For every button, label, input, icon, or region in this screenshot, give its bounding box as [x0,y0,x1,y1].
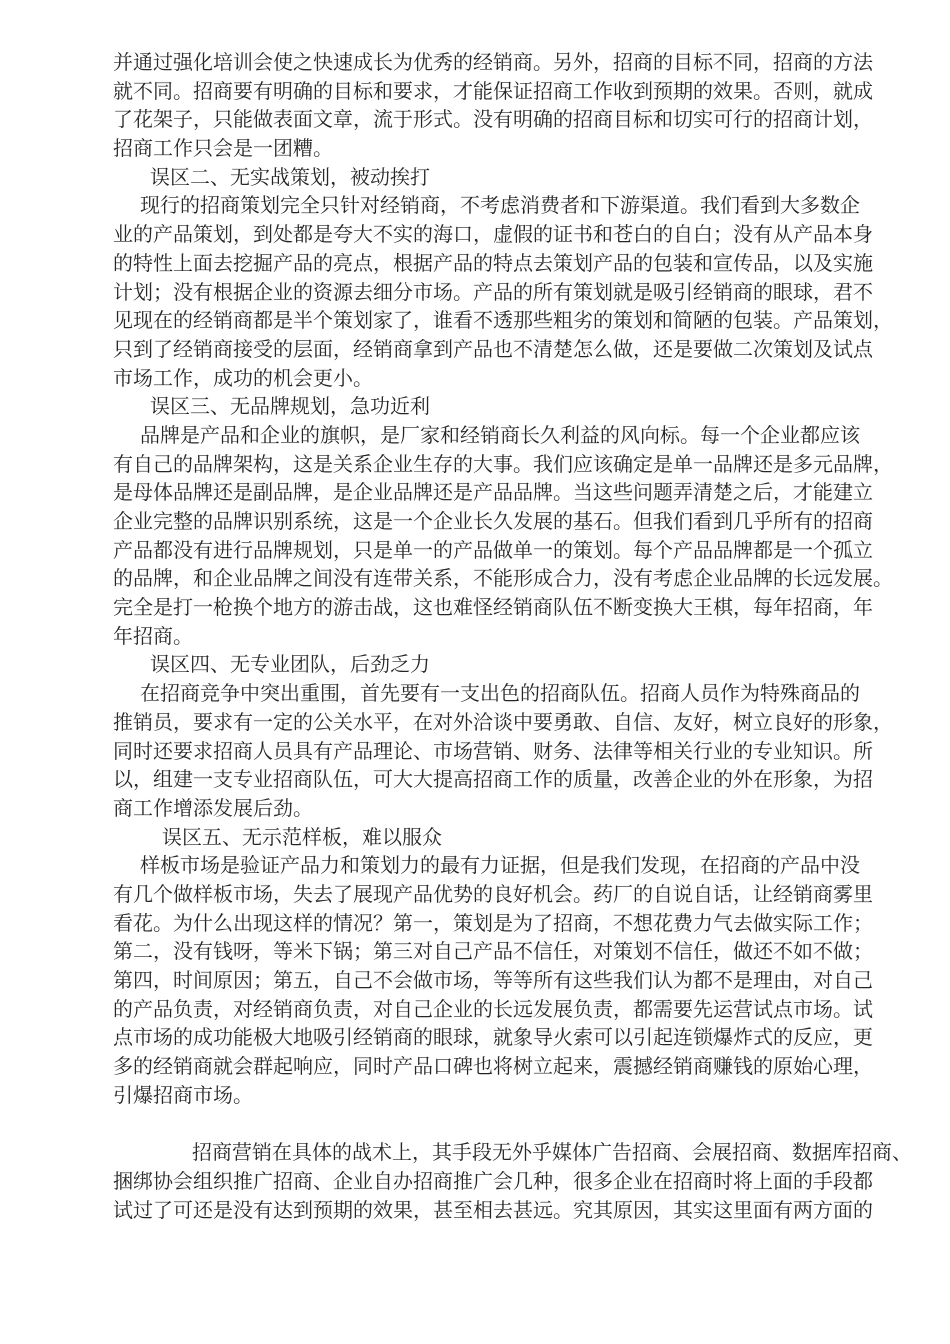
paragraph [113,422,893,652]
text-line: 企业完整的品牌识别系统，这是一个企业长久发展的基石。但我们看到几乎所有的招商 [113,511,873,533]
section-heading [113,824,875,853]
text-line: 的品牌，和企业品牌之间没有连带关系，不能形成合力，没有考虑企业品牌的长远发展。 [113,568,893,591]
text-line: 现行的招商策划完全只针对经销商，不考虑消费者和下游渠道。我们看到大多数企 [140,195,860,218]
text-line: 并通过强化培训会使之快速成长为优秀的经销商。另外，招商的目标不同，招商的方法 [113,52,873,74]
text-line: 是母体品牌还是副品牌，是企业品牌还是产品品牌。当这些问题弄清楚之后，才能建立 [113,482,873,505]
text-line: 的特性上面去挖掘产品的亮点，根据产品的特点去策划产品的包装和宣传品，以及实施 [113,252,873,275]
text-line: 在招商竞争中突出重围，首先要有一支出色的招商队伍。招商人员作为特殊商品的 [140,683,860,706]
text-line: 引爆招商市场。 [113,1084,253,1107]
heading-line: 误区三、无品牌规划，急功近利 [150,396,430,419]
text-line: 推销员，要求有一定的公关水平，在对外洽谈中要勇敢、自信、友好，树立良好的形象， [113,711,893,734]
text-line: 只到了经销商接受的层面，经销商拿到产品也不清楚怎么做，还是要做二次策划及试点 [113,338,873,361]
paragraph [113,1139,912,1225]
heading-line: 误区二、无实战策划，被动挨打 [150,166,430,189]
section-heading [113,651,875,680]
text-line: 的产品负责，对经销商负责，对自己企业的长远发展负责，都需要先运营试点市场。试 [113,998,873,1021]
text-line: 招商营销在具体的战术上，其手段无外乎媒体广告招商、会展招商、数据库招商、 [192,1142,912,1165]
text-line: 试过了可还是没有达到预期的效果，甚至相去甚远。究其原因，其实这里面有两方面的 [113,1199,873,1222]
text-line: 捆绑协会组织推广招商、企业自办招商推广会几种，很多企业在招商时将上面的手段都 [113,1170,873,1193]
section-heading [113,164,875,193]
text-line: 看花。为什么出现这样的情况？第一，策划是为了招商，不想花费力气去做实际工作； [113,912,873,935]
text-line: 产品都没有进行品牌规划，只是单一的产品做单一的策划。每个产品品牌都是一个孤立 [113,539,873,562]
heading-line: 误区五、无示范样板，难以服众 [162,826,442,849]
text-line: 市场工作，成功的机会更小。 [113,367,373,390]
text-line: 以，组建一支专业招商队伍，可大大提高招商工作的质量，改善企业的外在形象，为招 [113,769,873,792]
text-line: 品牌是产品和企业的旗帜，是厂家和经销商长久利益的风向标。每一个企业都应该 [140,424,860,447]
text-line: 招商工作只会是一团糟。 [113,138,333,161]
text-line: 有几个做样板市场，失去了展现产品优势的良好机会。药厂的自说自话，让经销商雾里 [113,883,873,906]
document-text-block [113,49,912,1225]
text-line: 样板市场是验证产品力和策划力的最有力证据，但是我们发现，在招商的产品中没 [140,855,860,878]
text-line: 多的经销商就会群起响应，同时产品口碑也将树立起来，震撼经销商赚钱的原始心理， [113,1056,873,1079]
text-line: 见现在的经销商都是半个策划家了，谁看不透那些粗劣的策划和简陋的包装。产品策划， [113,310,893,333]
text-line: 同时还要求招商人员具有产品理论、市场营销、财务、法律等相关行业的专业知识。所 [113,740,873,763]
text-line: 完全是打一枪换个地方的游击战，这也难怪经销商队伍不断变换大王棋，每年招商，年 [113,597,873,620]
text-line: 计划；没有根据企业的资源去细分市场。产品的所有策划就是吸引经销商的眼球，君不 [113,281,873,304]
text-line: 就不同。招商要有明确的目标和要求，才能保证招商工作收到预期的效果。否则，就成 [113,80,873,103]
text-line: 第四，时间原因；第五，自己不会做市场，等等所有这些我们认为都不是理由，对自己 [113,970,873,992]
paragraph [113,680,893,823]
text-line: 第二，没有钱呀，等米下锅；第三对自己产品不信任，对策划不信任，做还不如不做； [113,941,873,964]
text-line: 点市场的成功能极大地吸引经销商的眼球，就象导火索可以引起连锁爆炸式的反应，更 [113,1027,873,1050]
heading-line: 误区四、无专业团队，后劲乏力 [150,654,430,677]
paragraph [113,192,893,393]
paragraph [113,49,875,164]
section-heading [113,393,875,422]
text-line: 业的产品策划，到处都是夸大不实的海口，虚假的证书和苍白的自白；没有从产品本身 [113,224,873,247]
text-line: 了花架子，只能做表面文章，流于形式。没有明确的招商目标和切实可行的招商计划， [113,109,873,132]
paragraph [113,852,875,1110]
paragraph-spacer [113,1110,875,1139]
text-line: 年招商。 [113,625,193,648]
text-line: 有自己的品牌架构，这是关系企业生存的大事。我们应该确定是单一品牌还是多元品牌， [113,453,893,476]
text-line: 商工作增添发展后劲。 [113,797,313,820]
